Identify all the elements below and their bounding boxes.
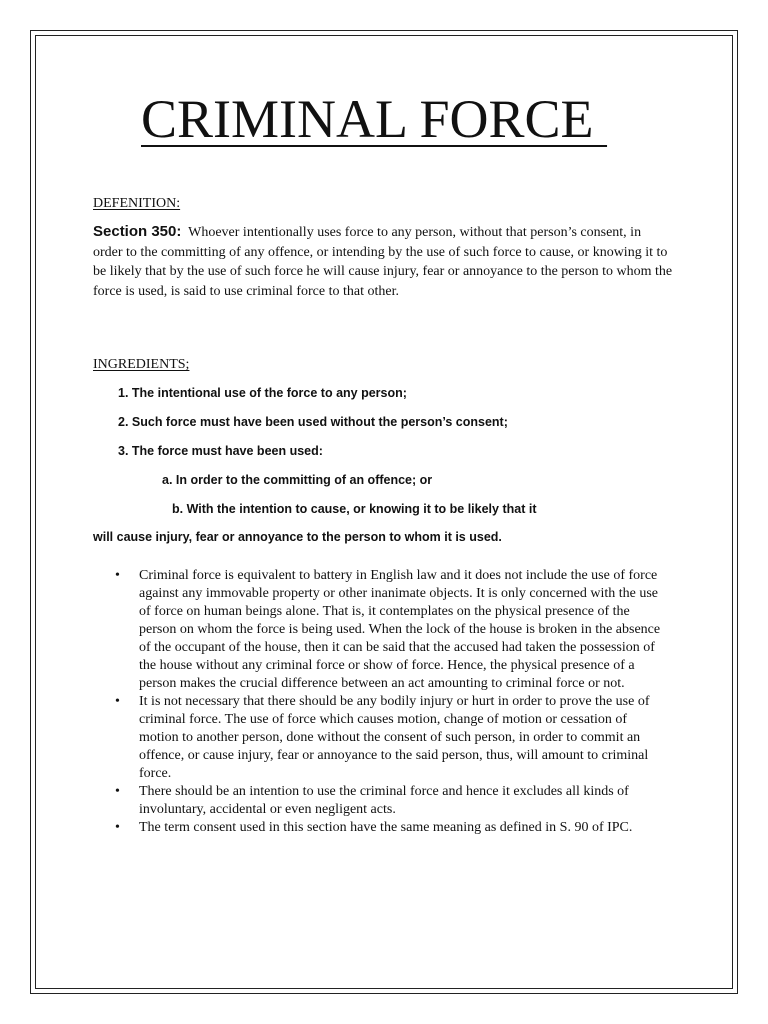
definition-text: Whoever intentionally uses force to any person, without that person’s consent, in order to the committing of any offence, or intending by the use of such force to cause, or knowing it to be likely that by the use of such force he will cause injury, fear or annoyance to the person to whom the force is used, is said to use criminal force to that other. [93,225,673,299]
bullet-icon: • [115,784,120,799]
ingredient-sub-item-b: b. With the intention to cause, or knowing it to be likely that it [172,502,537,516]
definition-heading: DEFENITION: [93,196,181,211]
list-item: • Criminal force is equivalent to battery in English law and it does not include the use of force against any immovable property or other inanimate objects. It is only concerned with the use of force on human beings alone. That is, it contemplates on the physical presence of the person on whom the force is being used. When the lock of the house is broken in the absence of the occupant of the house, then it can be said that the accused had taken the possession of the house without any criminal force or show of force. Hence, the physical presence of a person makes the crucial difference between an act amounting to criminal force or not. [115,568,661,691]
bullet-icon: • [115,568,120,583]
list-item: • The term consent used in this section have the same meaning as defined in S. 90 of IPC. [115,820,633,835]
bullet-icon: • [115,694,120,709]
list-item: • It is not necessary that there should be any bodily injury or hurt in order to prove the use of criminal force. The use of force which causes motion, change of motion or cessation of motion to another person, done without the consent of such person, in order to commit an offence, or cause injury, fear or annoyance to the said person, thus, will amount to criminal force. [115,694,650,781]
ingredient-item-1: 1. The intentional use of the force to any person; [118,386,407,400]
ingredients-heading: INGREDIENTS; [93,357,190,372]
bullet-icon: • [115,820,120,835]
definition-paragraph [93,222,673,301]
ingredient-item-3: 3. The force must have been used: [118,444,323,458]
ingredient-continuation: will cause injury, fear or annoyance to the person to whom it is used. [93,530,502,544]
document-title: CRIMINAL FORCE [141,89,608,149]
section-label: Section 350: [93,223,182,240]
notes-list [93,567,668,837]
ingredient-sub-item-a: a. In order to the committing of an offence; or [162,473,433,487]
ingredient-item-2: 2. Such force must have been used without the person’s consent; [118,415,508,429]
list-item: • There should be an intention to use the criminal force and hence it excludes all kinds of involuntary, accidental or even negligent acts. [115,784,629,817]
